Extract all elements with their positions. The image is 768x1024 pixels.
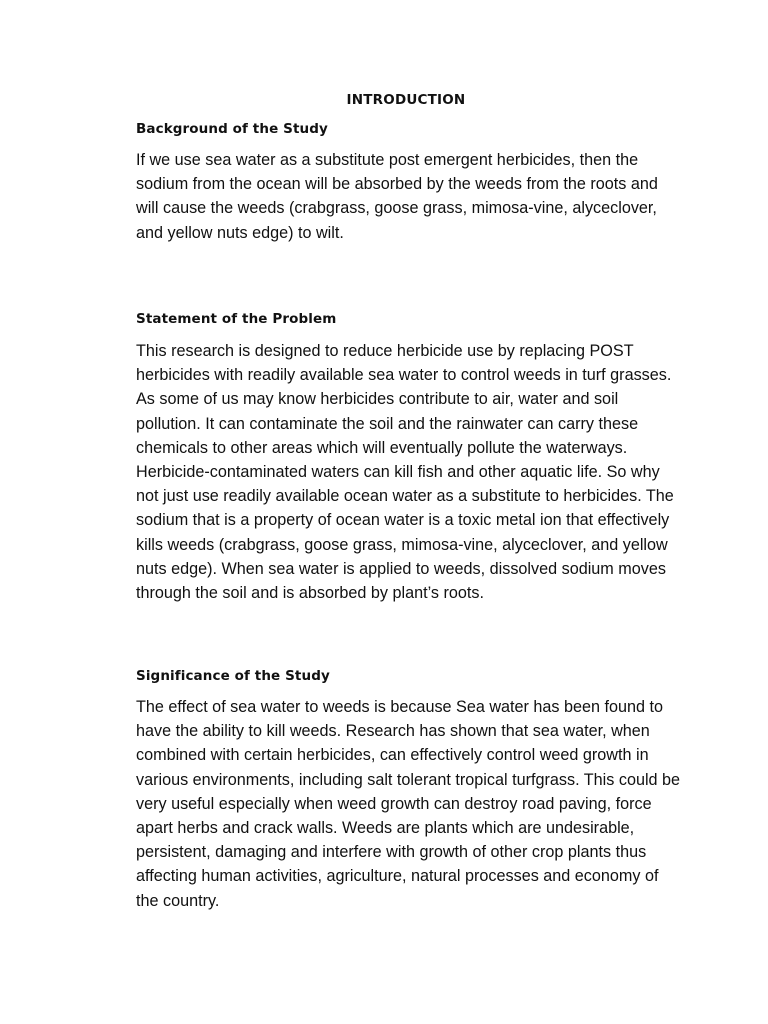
section-body-background: If we use sea water as a substitute post emergent herbicides, then the sodium from the ocean will be absorbed by the weeds from the roots and will cause the weeds (crabgrass, goose grass, mimosa-vine, alyceclover, and yellow nuts edge) to wilt.	[136, 151, 658, 242]
section-heading-significance: Significance of the Study	[136, 668, 330, 684]
section-heading-statement-of-problem: Statement of the Problem	[136, 311, 337, 327]
section-body-significance: The effect of sea water to weeds is because Sea water has been found to have the ability to kill weeds. Research has shown that sea water, when combined with certain herbicides, can effectively control weed growth in various environments, including salt tolerant tropical turfgrass. This could be very useful especially when weed growth can destroy road paving, force apart herbs and crack walls. Weeds are plants which are undesirable, persistent, damaging and interfere with growth of other crop plants thus affecting human activities, agriculture, natural processes and economy of the country.	[136, 698, 681, 910]
section-heading-background: Background of the Study	[136, 121, 328, 137]
document-title: INTRODUCTION	[346, 92, 466, 108]
section-body-statement-of-problem: This research is designed to reduce herbicide use by replacing POST herbicides with readily available sea water to control weeds in turf grasses. As some of us may know herbicides contribute to air, water and soil pollution. It can contaminate the soil and the rainwater can carry these chemicals to other areas which will eventually pollute the waterways. Herbicide-contaminated waters can kill fish and other aquatic life. So why not just use readily available ocean water as a substitute to herbicides. The sodium that is a property of ocean water is a toxic metal ion that effectively kills weeds (crabgrass, goose grass, mimosa-vine, alyceclover, and yellow nuts edge). When sea water is applied to weeds, dissolved sodium moves through the soil and is absorbed by plant’s roots.	[136, 342, 674, 603]
